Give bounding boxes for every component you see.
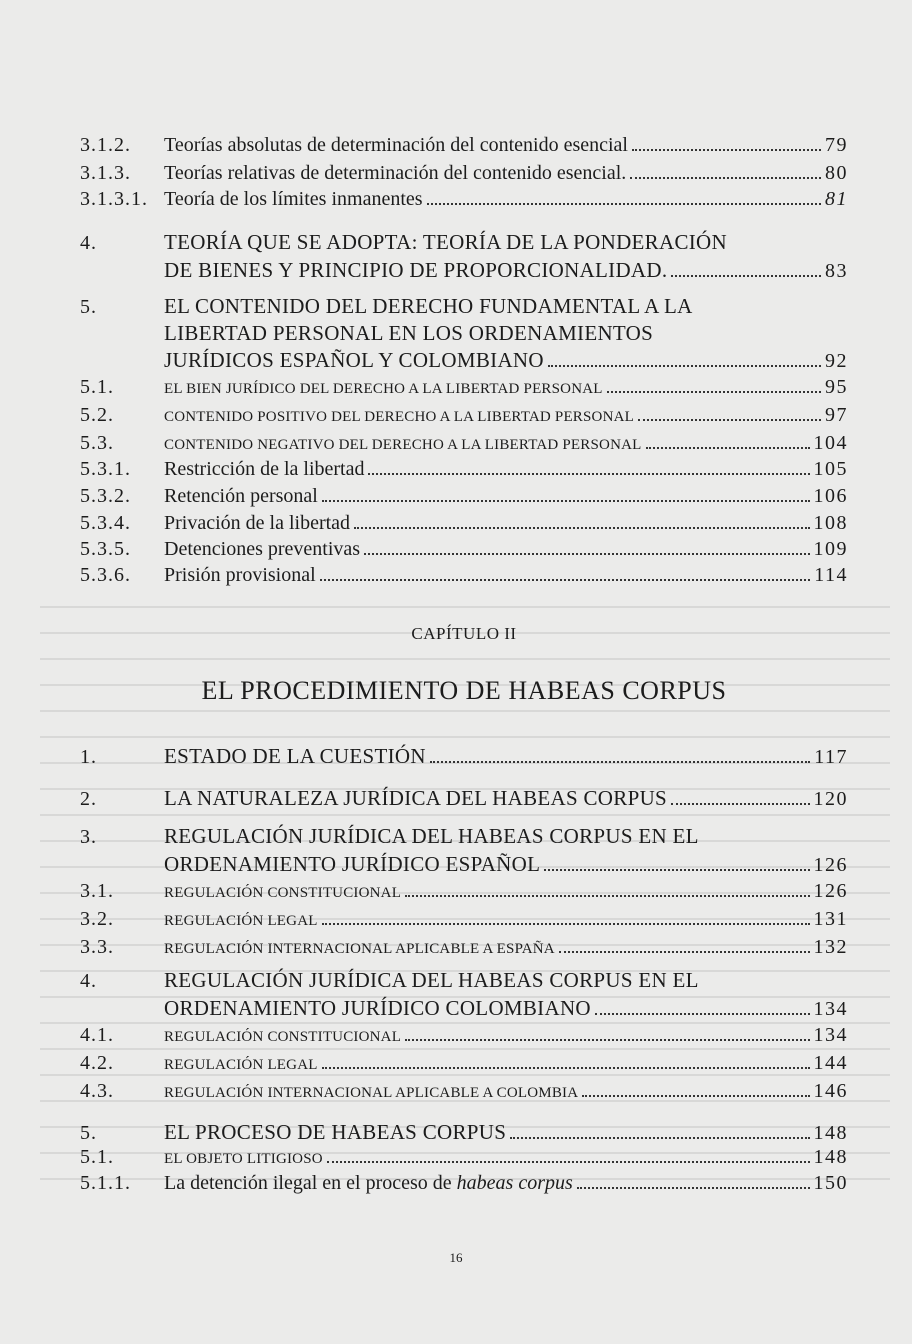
entry-number: 5.1.1. [80, 1172, 131, 1194]
toc-entry [80, 744, 848, 769]
toc-entry [80, 936, 848, 959]
dot-leader [405, 895, 809, 897]
entry-title-italic: habeas corpus [456, 1172, 573, 1194]
entry-number: 5.3. [80, 432, 114, 454]
entry-title: EL OBJETO LITIGIOSO [164, 1151, 323, 1167]
entry-number: 4. [80, 232, 97, 254]
toc-entry [80, 1052, 848, 1075]
entry-title: Teorías relativas de determinación del contenido esencial. [164, 162, 627, 184]
toc-entry [80, 880, 848, 903]
entry-title: REGULACIÓN INTERNACIONAL APLICABLE A ESPAÑA [164, 941, 555, 957]
dot-leader [630, 177, 821, 179]
entry-number: 5.3.4. [80, 512, 131, 534]
entry-page: 132 [813, 936, 848, 958]
entry-title: Detenciones preventivas [164, 538, 361, 560]
toc-entry [80, 512, 848, 535]
dot-leader [364, 553, 809, 555]
dot-leader [577, 1187, 810, 1189]
entry-number: 4. [80, 970, 97, 992]
entry-title: REGULACIÓN LEGAL [164, 913, 318, 929]
toc-entry [80, 188, 848, 211]
dot-leader [638, 419, 821, 421]
toc-entry [80, 458, 848, 481]
toc-entry [80, 404, 848, 427]
dot-leader [544, 869, 809, 871]
dot-leader [320, 579, 811, 581]
dot-leader [322, 923, 810, 925]
entry-number: 3. [80, 826, 97, 848]
dot-leader [607, 391, 821, 393]
entry-page: 126 [813, 880, 848, 902]
entry-number: 3.1.3.1. [80, 188, 148, 210]
entry-title: Retención personal [164, 485, 318, 507]
entry-page: 92 [825, 350, 848, 372]
dot-leader [595, 1013, 810, 1015]
entry-page: 108 [813, 512, 848, 534]
dot-leader [632, 149, 821, 151]
dot-leader [646, 447, 810, 449]
entry-page: 134 [813, 1024, 848, 1046]
dot-leader [671, 803, 809, 805]
toc-entry-continued [80, 258, 848, 283]
toc-entry [80, 134, 848, 157]
toc-entry-continued [80, 996, 848, 1021]
dot-leader [582, 1095, 809, 1097]
entry-number: 5.1. [80, 376, 114, 398]
entry-page: 105 [813, 458, 848, 480]
entry-title: CONTENIDO POSITIVO DEL DERECHO A LA LIBERTAD PERSONAL [164, 409, 635, 425]
toc-entry [80, 564, 848, 587]
entry-title-line: DE BIENES Y PRINCIPIO DE PROPORCIONALIDAD. [164, 258, 668, 282]
entry-number: 3.1. [80, 880, 114, 902]
entry-number: 4.1. [80, 1024, 114, 1046]
dot-leader [368, 473, 809, 475]
entry-title: Restricción de la libertad [164, 458, 365, 480]
entry-title: LA NATURALEZA JURÍDICA DEL HABEAS CORPUS [164, 786, 668, 810]
entry-page: 95 [825, 376, 848, 398]
entry-title: Prisión provisional [164, 564, 316, 586]
entry-title: REGULACIÓN CONSTITUCIONAL [164, 1029, 402, 1045]
entry-page: 114 [814, 564, 848, 586]
toc-entry [80, 1080, 848, 1103]
entry-title-line: EL CONTENIDO DEL DERECHO FUNDAMENTAL A LA [164, 294, 693, 318]
dot-leader [322, 500, 810, 502]
entry-page: 150 [813, 1172, 848, 1194]
toc-entry [80, 968, 848, 993]
chapter-label: CAPÍTULO II [411, 624, 517, 643]
entry-number: 3.2. [80, 908, 114, 930]
dot-leader [327, 1161, 810, 1163]
entry-title: Teoría de los límites inmanentes [164, 188, 423, 210]
toc-entry [80, 1146, 848, 1169]
entry-title-line: ORDENAMIENTO JURÍDICO ESPAÑOL [164, 852, 541, 876]
toc-entry [80, 1024, 848, 1047]
page-number: 16 [449, 1250, 463, 1265]
dot-leader [671, 275, 821, 277]
entry-title: REGULACIÓN CONSTITUCIONAL [164, 885, 402, 901]
entry-page: 131 [813, 908, 848, 930]
entry-number: 4.3. [80, 1080, 114, 1102]
entry-page: 126 [813, 854, 848, 876]
toc-entry [80, 230, 848, 255]
toc-entry [80, 538, 848, 561]
entry-page: 117 [814, 746, 848, 768]
entry-number: 5.1. [80, 1146, 114, 1168]
dot-leader [430, 761, 810, 763]
dot-leader [405, 1039, 809, 1041]
entry-number: 3.1.3. [80, 162, 131, 184]
toc-entry-continued [80, 321, 848, 346]
toc-entry [80, 1172, 848, 1195]
entry-page: 148 [813, 1122, 848, 1144]
entry-title: CONTENIDO NEGATIVO DEL DERECHO A LA LIBERTAD PERSONAL [164, 437, 642, 453]
dot-leader [559, 951, 810, 953]
entry-title: EL BIEN JURÍDICO DEL DERECHO A LA LIBERTAD PERSONAL [164, 381, 603, 397]
entry-title-line: JURÍDICOS ESPAÑOL Y COLOMBIANO [164, 348, 544, 372]
entry-number: 5.3.6. [80, 564, 131, 586]
entry-page: 79 [825, 134, 848, 156]
entry-number: 5.3.5. [80, 538, 131, 560]
toc-entry-continued [80, 852, 848, 877]
entry-page: 120 [813, 788, 848, 810]
entry-page: 106 [813, 485, 848, 507]
entry-title-line: REGULACIÓN JURÍDICA DEL HABEAS CORPUS EN EL [164, 968, 699, 992]
toc-entry [80, 908, 848, 931]
toc-entry [80, 294, 848, 319]
entry-page: 109 [813, 538, 848, 560]
toc-entry [80, 376, 848, 399]
toc-entry [80, 485, 848, 508]
entry-page: 104 [813, 432, 848, 454]
entry-page: 97 [825, 404, 848, 426]
toc-entry [80, 1120, 848, 1145]
entry-number: 5.3.1. [80, 458, 131, 480]
dot-leader [427, 203, 821, 205]
entry-number: 1. [80, 746, 97, 768]
dot-leader [510, 1137, 809, 1139]
toc-entry [80, 432, 848, 455]
entry-number: 5.3.2. [80, 485, 131, 507]
entry-page: 146 [813, 1080, 848, 1102]
entry-page: 80 [825, 162, 848, 184]
entry-number: 4.2. [80, 1052, 114, 1074]
entry-number: 2. [80, 788, 97, 810]
entry-title: La detención ilegal en el proceso de habeas corpus [164, 1172, 573, 1194]
entry-title-line: ORDENAMIENTO JURÍDICO COLOMBIANO [164, 996, 591, 1020]
entry-title-line: TEORÍA QUE SE ADOPTA: TEORÍA DE LA PONDERACIÓN [164, 230, 727, 254]
dot-leader [322, 1067, 810, 1069]
entry-page: 144 [813, 1052, 848, 1074]
entry-number: 3.3. [80, 936, 114, 958]
toc-entry [80, 824, 848, 849]
entry-title: REGULACIÓN INTERNACIONAL APLICABLE A COLOMBIA [164, 1085, 579, 1101]
entry-page: 81 [825, 188, 848, 210]
entry-title: EL PROCESO DE HABEAS CORPUS [164, 1120, 507, 1144]
entry-number: 3.1.2. [80, 134, 131, 156]
dot-leader [548, 365, 821, 367]
toc-entry-continued [80, 348, 848, 373]
entry-number: 5. [80, 296, 97, 318]
toc-entry [80, 786, 848, 811]
entry-title-line: REGULACIÓN JURÍDICA DEL HABEAS CORPUS EN EL [164, 824, 699, 848]
chapter-title: EL PROCEDIMIENTO DE HABEAS CORPUS [201, 676, 727, 705]
entry-number: 5. [80, 1122, 97, 1144]
dot-leader [354, 527, 809, 529]
entry-page: 83 [825, 260, 848, 282]
entry-title: Teorías absolutas de determinación del contenido esencial [164, 134, 628, 156]
entry-page: 148 [813, 1146, 848, 1168]
entry-number: 5.2. [80, 404, 114, 426]
entry-title: ESTADO DE LA CUESTIÓN [164, 744, 426, 768]
entry-title: Privación de la libertad [164, 512, 351, 534]
entry-title-line: LIBERTAD PERSONAL EN LOS ORDENAMIENTOS [164, 321, 654, 345]
entry-title: REGULACIÓN LEGAL [164, 1057, 318, 1073]
toc-entry [80, 162, 848, 185]
entry-page: 134 [813, 998, 848, 1020]
